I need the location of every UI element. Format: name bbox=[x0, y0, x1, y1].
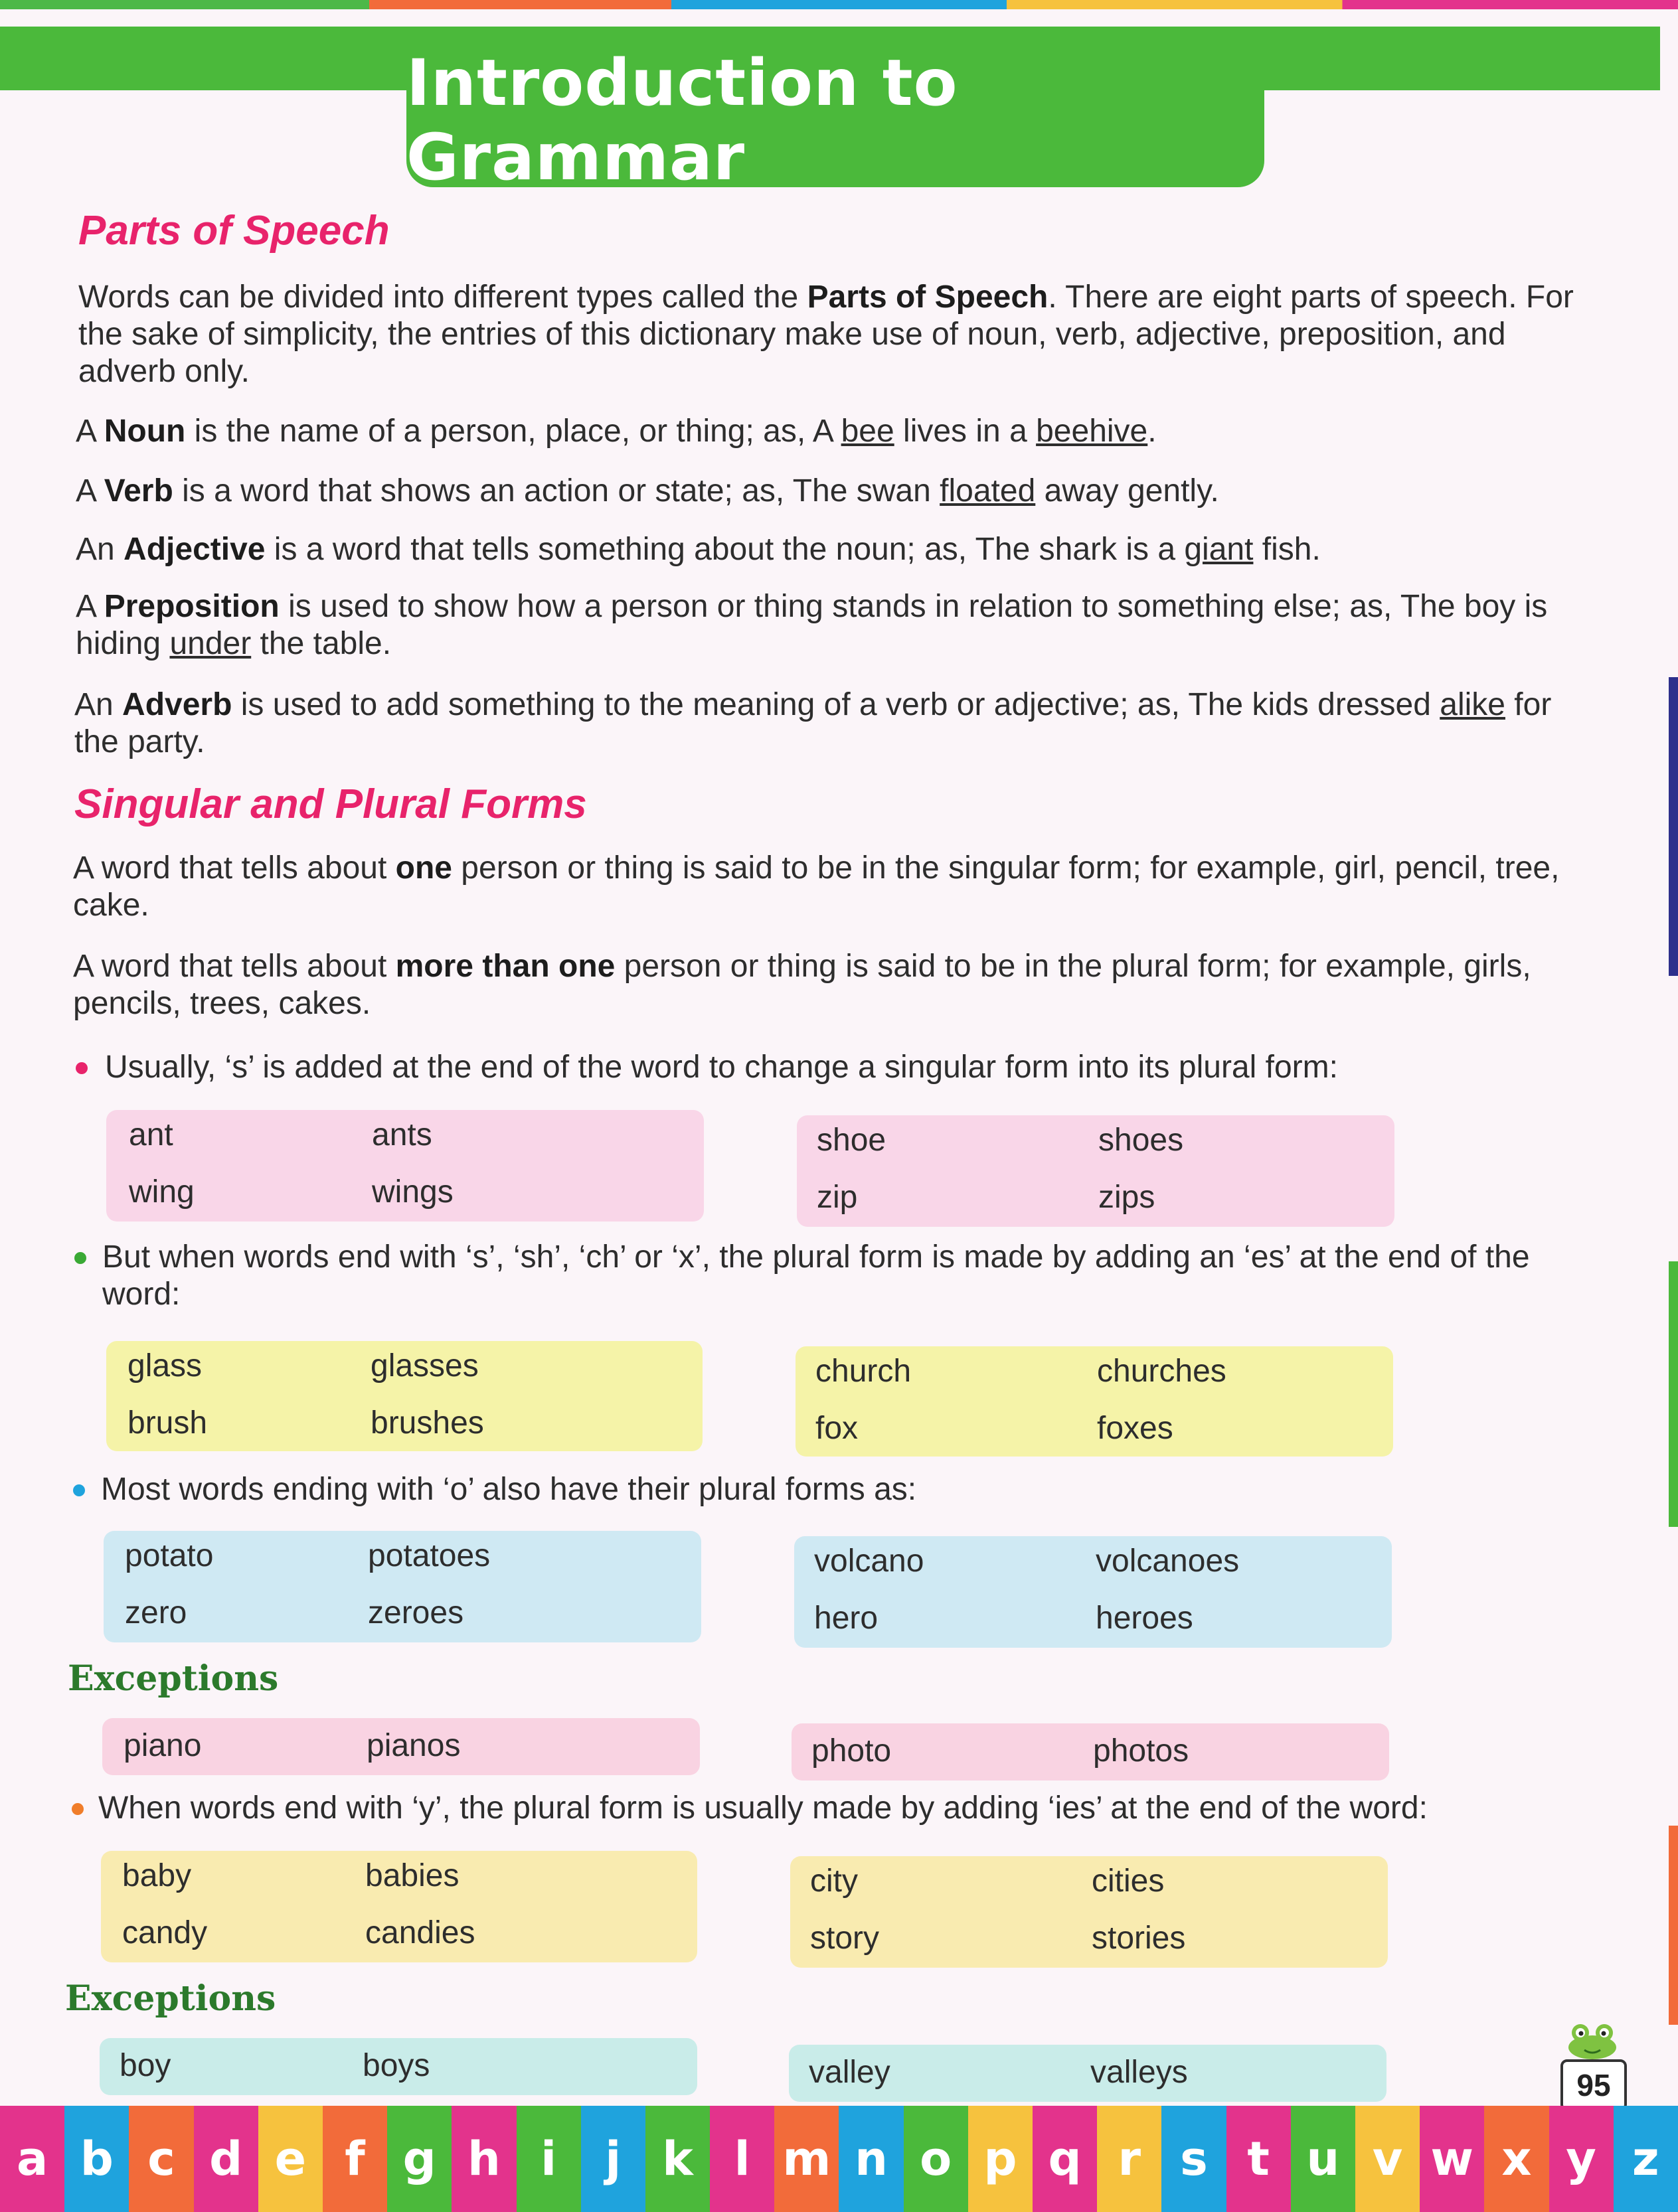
singular-word: brush bbox=[127, 1405, 208, 1441]
alphabet-letter-k: k bbox=[645, 2106, 710, 2212]
rule-3-left-box bbox=[104, 1531, 701, 1642]
alphabet-letter-y: y bbox=[1549, 2106, 1614, 2212]
alphabet-letter-n: n bbox=[839, 2106, 903, 2212]
alphabet-letter-u: u bbox=[1291, 2106, 1355, 2212]
plural-word: babies bbox=[365, 1858, 460, 1893]
plural-word: ants bbox=[372, 1117, 432, 1152]
singular-word: zero bbox=[125, 1595, 187, 1630]
singular-word: glass bbox=[127, 1348, 203, 1383]
rule-1-text: Usually, ‘s’ is added at the end of the word to change a singular form into its plural form: bbox=[105, 1050, 1338, 1085]
singular-word: shoe bbox=[817, 1123, 886, 1158]
exceptions-heading: Exceptions bbox=[68, 1658, 279, 1699]
plural-word: zips bbox=[1098, 1180, 1155, 1215]
adjective-definition: An Adjective is a word that tells something about the noun; as, The shark is a giant fish. bbox=[76, 532, 1321, 567]
singular-word: photo bbox=[811, 1733, 892, 1769]
plural-word: stories bbox=[1092, 1921, 1186, 1956]
alphabet-letter-j: j bbox=[581, 2106, 645, 2212]
bullet-dot bbox=[72, 1803, 84, 1815]
alphabet-letter-l: l bbox=[710, 2106, 774, 2212]
plural-word: brushes bbox=[371, 1405, 484, 1441]
page-number: 95 bbox=[1560, 2059, 1627, 2111]
rule-4-text: When words end with ‘y’, the plural form is usually made by adding ‘ies’ at the end of the word: bbox=[98, 1790, 1428, 1826]
singular-word: valley bbox=[809, 2055, 890, 2090]
alphabet-letter-t: t bbox=[1226, 2106, 1291, 2212]
alphabet-letter-m: m bbox=[774, 2106, 839, 2212]
plural-word: churches bbox=[1097, 1354, 1226, 1389]
exception-right-box bbox=[792, 1723, 1389, 1780]
bullet-dot bbox=[74, 1252, 86, 1264]
singular-paragraph: A word that tells about one person or thing is said to be in the singular form; for example, girl, pencil, tree, cake. bbox=[73, 850, 1560, 923]
plural-word: zeroes bbox=[368, 1595, 464, 1630]
plural-word: pianos bbox=[367, 1728, 461, 1763]
page-edge-blue bbox=[1669, 677, 1678, 976]
plural-word: photos bbox=[1093, 1733, 1189, 1769]
top-color-strip bbox=[0, 0, 1678, 9]
singular-word: hero bbox=[814, 1601, 879, 1636]
alphabet-letter-o: o bbox=[904, 2106, 968, 2212]
page-edge-green bbox=[1669, 1261, 1678, 1527]
singular-plural-heading: Singular and Plural Forms bbox=[74, 781, 587, 827]
plural-word: heroes bbox=[1096, 1601, 1193, 1636]
page-edge-orange bbox=[1669, 1826, 1678, 2025]
adverb-definition: An Adverb is used to add something to the meaning of a verb or adjective; as, The kids dressed alike for the party. bbox=[74, 687, 1552, 759]
alphabet-letter-w: w bbox=[1420, 2106, 1484, 2212]
parts-of-speech-heading: Parts of Speech bbox=[78, 208, 390, 254]
alphabet-letter-z: z bbox=[1614, 2106, 1678, 2212]
rule-2-right-box bbox=[796, 1346, 1393, 1457]
singular-word: church bbox=[815, 1354, 912, 1389]
alphabet-letter-q: q bbox=[1033, 2106, 1097, 2212]
rule-2-left-box bbox=[106, 1341, 703, 1451]
alphabet-letter-h: h bbox=[452, 2106, 516, 2212]
alphabet-letter-r: r bbox=[1097, 2106, 1161, 2212]
alphabet-letter-v: v bbox=[1355, 2106, 1420, 2212]
noun-definition: A Noun is the name of a person, place, or thing; as, A bee lives in a beehive. bbox=[76, 414, 1157, 449]
alphabet-letter-c: c bbox=[129, 2106, 193, 2212]
singular-word: candy bbox=[122, 1915, 208, 1950]
plural-word: shoes bbox=[1098, 1123, 1184, 1158]
rule-2-text: But when words end with ‘s’, ‘sh’, ‘ch’ or ‘x’, the plural form is made by adding an ‘es’ at the end of the word: bbox=[102, 1239, 1530, 1312]
plural-word: boys bbox=[363, 2048, 430, 2083]
plural-word: wings bbox=[372, 1174, 454, 1210]
preposition-definition: A Preposition is used to show how a person or thing stands in relation to something else; as, The boy is hiding under the table. bbox=[76, 589, 1548, 661]
exceptions-heading: Exceptions bbox=[65, 1978, 276, 2019]
alphabet-letter-p: p bbox=[968, 2106, 1033, 2212]
plural-word: volcanoes bbox=[1096, 1543, 1240, 1579]
plural-word: valleys bbox=[1090, 2055, 1188, 2090]
rule-1-right-box bbox=[797, 1115, 1394, 1227]
singular-word: wing bbox=[129, 1174, 195, 1210]
plural-paragraph: A word that tells about more than one person or thing is said to be in the plural form; for example, girls, pencils, trees, cakes. bbox=[73, 949, 1531, 1021]
alphabet-letter-s: s bbox=[1161, 2106, 1226, 2212]
alphabet-letter-e: e bbox=[258, 2106, 323, 2212]
frog-icon bbox=[1564, 2021, 1620, 2061]
alphabet-letter-d: d bbox=[194, 2106, 258, 2212]
alphabet-letter-g: g bbox=[387, 2106, 452, 2212]
verb-definition: A Verb is a word that shows an action or state; as, The swan floated away gently. bbox=[76, 473, 1219, 509]
rule-1-left-box bbox=[106, 1110, 704, 1222]
singular-word: piano bbox=[124, 1728, 202, 1763]
rule-4-right-box bbox=[790, 1856, 1388, 1968]
plural-word: potatoes bbox=[368, 1538, 491, 1573]
singular-word: city bbox=[810, 1863, 858, 1899]
rule-4-left-box bbox=[101, 1851, 697, 1962]
alphabet-letter-a: a bbox=[0, 2106, 64, 2212]
singular-word: baby bbox=[122, 1858, 192, 1893]
exception-left-box bbox=[102, 1718, 700, 1775]
exception-right-box bbox=[789, 2045, 1386, 2102]
plural-word: glasses bbox=[371, 1348, 479, 1383]
exception-left-box bbox=[100, 2038, 697, 2095]
page-title: Introduction to Grammar bbox=[406, 46, 958, 195]
alphabet-letter-b: b bbox=[64, 2106, 129, 2212]
plural-word: cities bbox=[1092, 1863, 1165, 1899]
intro-paragraph: Words can be divided into different types called the Parts of Speech. There are eight parts of speech. For the sake of simplicity, the entries of this dictionary make use of noun, verb, adjective, preposition, and adverb only. bbox=[78, 279, 1574, 389]
rule-3-right-box bbox=[794, 1536, 1392, 1648]
bullet-dot bbox=[73, 1484, 85, 1496]
alphabet-letter-i: i bbox=[517, 2106, 581, 2212]
singular-word: potato bbox=[125, 1538, 214, 1573]
bullet-dot bbox=[76, 1062, 88, 1074]
plural-word: candies bbox=[365, 1915, 475, 1950]
alphabet-strip bbox=[0, 2106, 1678, 2212]
singular-word: story bbox=[810, 1921, 880, 1956]
alphabet-letter-f: f bbox=[323, 2106, 387, 2212]
singular-word: fox bbox=[815, 1411, 859, 1446]
alphabet-letter-x: x bbox=[1484, 2106, 1549, 2212]
singular-word: ant bbox=[129, 1117, 173, 1152]
title-tab bbox=[406, 40, 1264, 195]
singular-word: boy bbox=[120, 2048, 171, 2083]
plural-word: foxes bbox=[1097, 1411, 1173, 1446]
singular-word: volcano bbox=[814, 1543, 924, 1579]
rule-3-text: Most words ending with ‘o’ also have their plural forms as: bbox=[101, 1472, 917, 1507]
singular-word: zip bbox=[817, 1180, 858, 1215]
